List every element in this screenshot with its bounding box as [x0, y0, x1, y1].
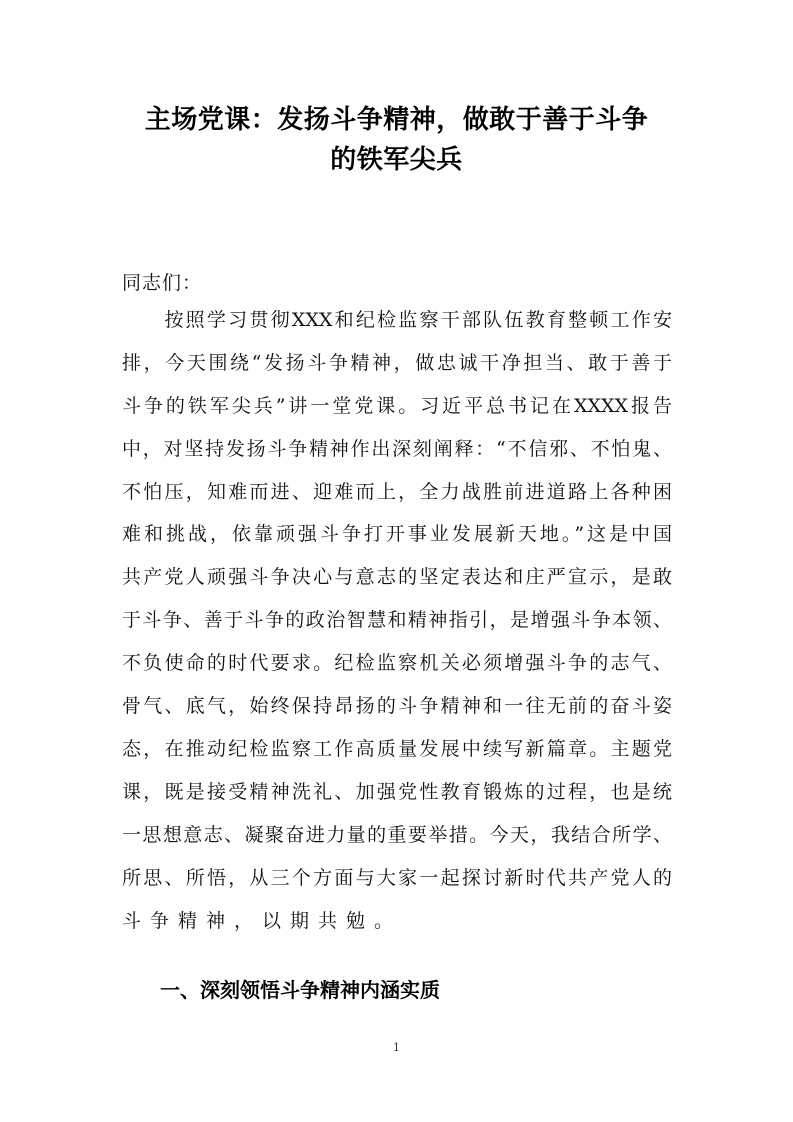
title-line-1: 主场党课：发扬斗争精神，做敢于善于斗争 [144, 105, 649, 135]
body-line: 态，在推动纪检监察工作高质量发展中续写新篇章。主题党 [122, 738, 672, 760]
page-number: 1 [393, 1041, 400, 1054]
title-line-2: 的铁军尖兵 [330, 145, 463, 175]
body-line: 骨气、底气，始终保持昂扬的斗争精神和一往无前的奋斗姿 [122, 695, 672, 717]
body-line: 不负使命的时代要求。纪检监察机关必须增强斗争的志气、 [122, 652, 672, 674]
body-line: 不怕压，知难而进、迎难而上，全力战胜前进道路上各种困 [122, 481, 672, 503]
body-line: 于斗争、善于斗争的政治智慧和精神指引，是增强斗争本领、 [122, 609, 672, 631]
document-title [100, 100, 693, 180]
body-line: 一思想意志、凝聚奋进力量的重要举措。今天，我结合所学、 [122, 824, 672, 846]
body-line: 排，今天围绕“发扬斗争精神，做忠诚干净担当、敢于善于 [122, 352, 672, 374]
body-line: 按照学习贯彻XXX和纪检监察干部队伍教育整顿工作安 [122, 309, 672, 331]
section-heading: 一、深刻领悟斗争精神内涵实质 [160, 978, 440, 1002]
body-line: 斗争的铁军尖兵”讲一堂党课。习近平总书记在XXXX报告 [122, 395, 672, 417]
body-line: 中，对坚持发扬斗争精神作出深刻阐释：“不信邪、不怕鬼、 [122, 438, 672, 460]
body-line: 共产党人顽强斗争决心与意志的坚定表达和庄严宣示，是敢 [122, 566, 672, 588]
body-line: 斗争精神，以期共勉。 [122, 910, 403, 932]
body-line: 所思、所悟，从三个方面与大家一起探讨新时代共产党人的 [122, 867, 672, 889]
salutation: 同志们： [122, 272, 203, 294]
body-line: 难和挑战，依靠顽强斗争打开事业发展新天地。”这是中国 [122, 523, 672, 545]
body-line: 课，既是接受精神洗礼、加强党性教育锻炼的过程，也是统 [122, 781, 672, 803]
